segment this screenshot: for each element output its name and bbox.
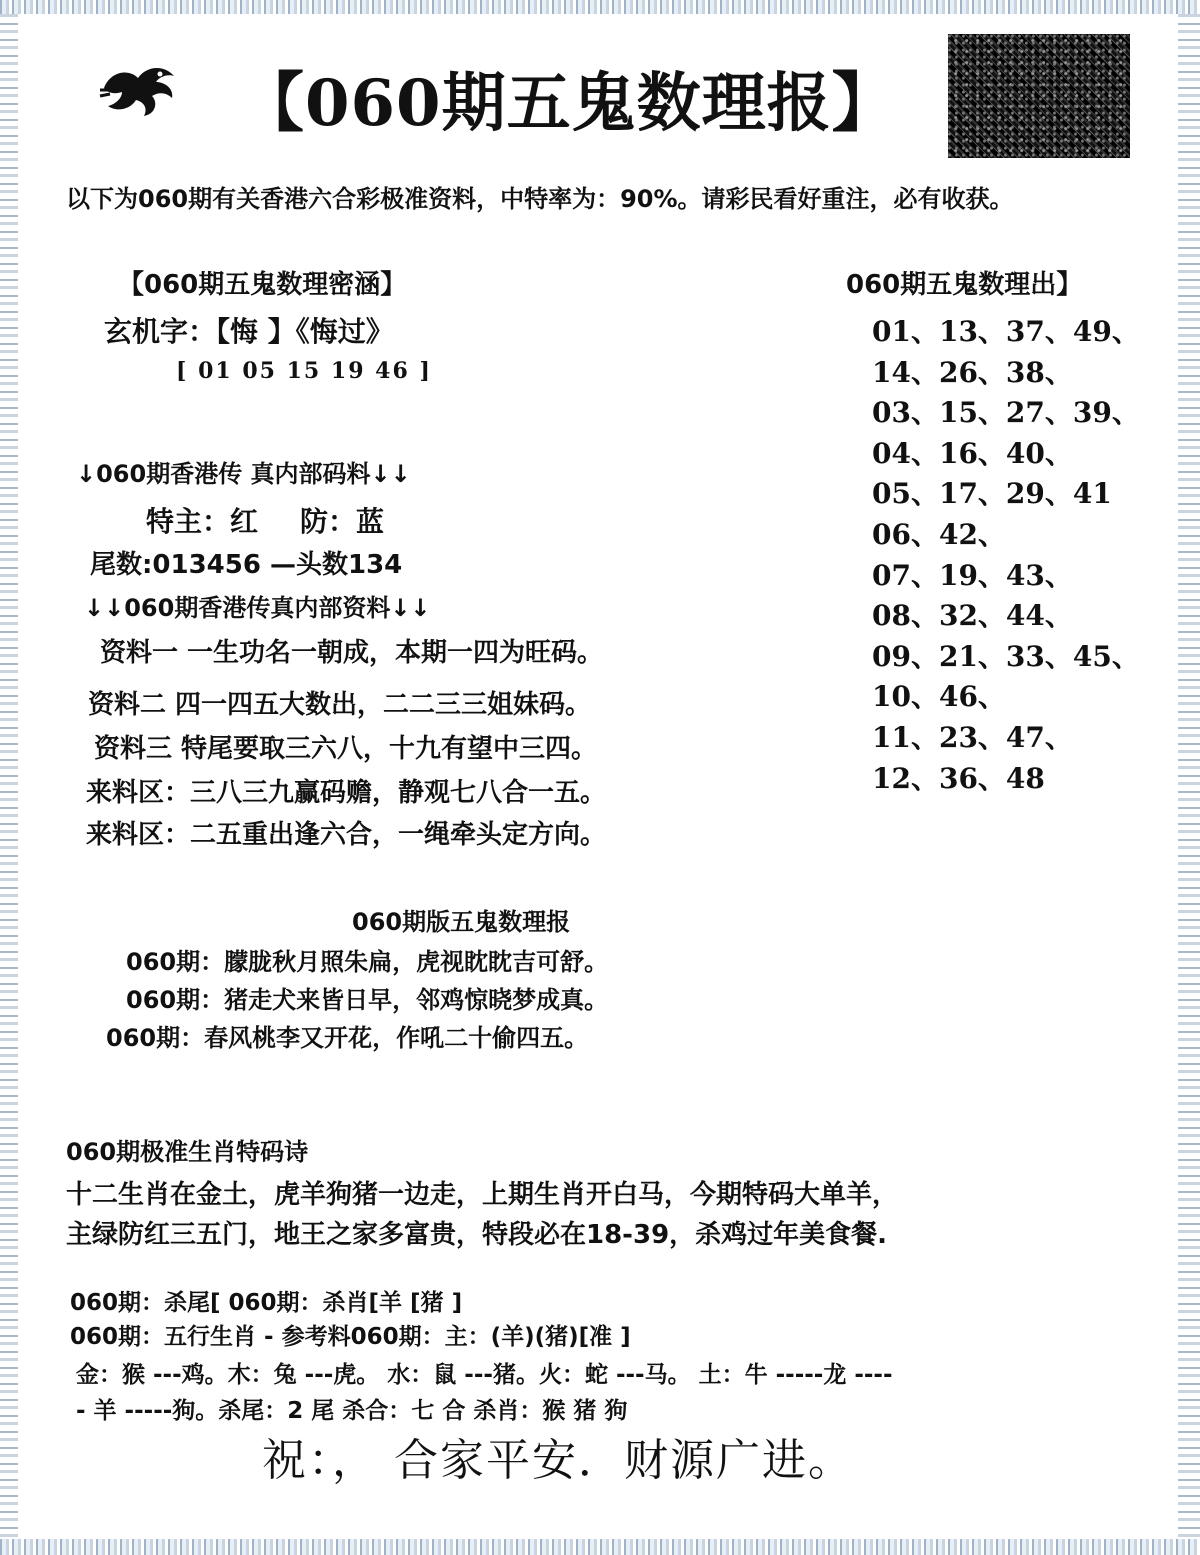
report-line: 060期：春风桃李又开花，作吼二十偷四五。	[106, 1024, 589, 1052]
insider-info-heading: ↓↓060期香港传真内部资料↓↓	[84, 594, 431, 622]
number-row: 04、16、40、	[872, 436, 1073, 470]
page-title: 【060期五鬼数理报】	[240, 66, 897, 141]
number-row: 12、36、48	[872, 761, 1045, 795]
decorative-border-bottom	[0, 1539, 1200, 1555]
intro-text: 以下为060期有关香港六合彩极准资料，中特率为：90%。请彩民看好重注，必有收获。	[66, 185, 1014, 213]
element-zodiac-line: 金：猴 ---鸡。木：兔 ---虎。 水：鼠 ---猪。火：蛇 ---马。 土：牛 -----龙 ----	[76, 1362, 893, 1388]
five-elements-line: 060期：五行生肖 - 参考料060期：主：(羊)(猪)[准 ]	[70, 1324, 631, 1350]
info-item: 资料三 特尾要取三六八，十九有望中三四。	[94, 734, 598, 764]
zodiac-poem-heading: 060期极准生肖特码诗	[66, 1138, 309, 1166]
number-list	[872, 312, 1140, 799]
secret-numbers: [ 01 05 15 19 46 ]	[176, 358, 432, 384]
poem-line: 主绿防红三五门，地王之家多富贵，特段必在18-39，杀鸡过年美食餐.	[66, 1220, 888, 1250]
qr-code-icon	[948, 34, 1130, 158]
number-row: 11、23、47、	[872, 720, 1073, 754]
info-item: 来料区：二五重出逢六合，一绳牵头定方向。	[86, 820, 607, 850]
special-report-heading: 060期版五鬼数理报	[352, 908, 571, 936]
number-row: 07、19、43、	[872, 558, 1073, 592]
guard-color: 防：蓝	[300, 505, 385, 538]
numbers-heading: 060期五鬼数理出】	[846, 270, 1083, 300]
dragon-logo-icon	[98, 58, 182, 122]
number-row: 08、32、44、	[872, 599, 1073, 633]
decorative-border-right	[1178, 14, 1200, 1539]
kill-summary-line: - 羊 -----狗。杀尾：2 尾 杀合：七 合 杀肖：猴 猪 狗	[76, 1398, 628, 1424]
mystery-word: 玄机字：【悔 】《悔过》	[104, 315, 394, 348]
blessing: 祝：， 合家平安．财源广进。	[262, 1435, 854, 1486]
number-row: 14、26、38、	[872, 355, 1073, 389]
secret-heading: 【060期五鬼数理密涵】	[118, 270, 407, 300]
info-item: 来料区：三八三九赢码赡，静观七八合一五。	[86, 778, 607, 808]
number-row: 03、15、27、39、	[872, 396, 1140, 430]
report-line: 060期：猪走犬来皆日早，邻鸡惊晓梦成真。	[126, 986, 609, 1014]
info-item: 资料一 一生功名一朝成，本期一四为旺码。	[100, 638, 604, 668]
report-line: 060期：朦胧秋月照朱扁，虎视眈眈吉可舒。	[126, 948, 609, 976]
info-item: 资料二 四一四五大数出，二二三三姐妹码。	[88, 690, 592, 720]
number-row: 05、17、29、41	[872, 477, 1112, 511]
decorative-border-left	[0, 14, 18, 1539]
poem-line: 十二生肖在金土，虎羊狗猪一边走，上期生肖开白马，今期特码大单羊，	[66, 1180, 899, 1210]
insider-code-heading: ↓060期香港传 真内部码料↓↓	[76, 460, 411, 488]
main-color: 特主：红	[146, 505, 259, 538]
kill-tail-line: 060期：杀尾[ 060期：杀肖[羊 [猪 ]	[70, 1290, 463, 1316]
decorative-border-top	[0, 0, 1200, 14]
number-row: 06、42、	[872, 517, 1006, 551]
number-row: 01、13、37、49、	[872, 315, 1140, 348]
tails-heads: 尾数:013456 —头数134	[90, 550, 403, 580]
number-row: 10、46、	[872, 680, 1006, 714]
number-row: 09、21、33、45、	[872, 639, 1140, 673]
